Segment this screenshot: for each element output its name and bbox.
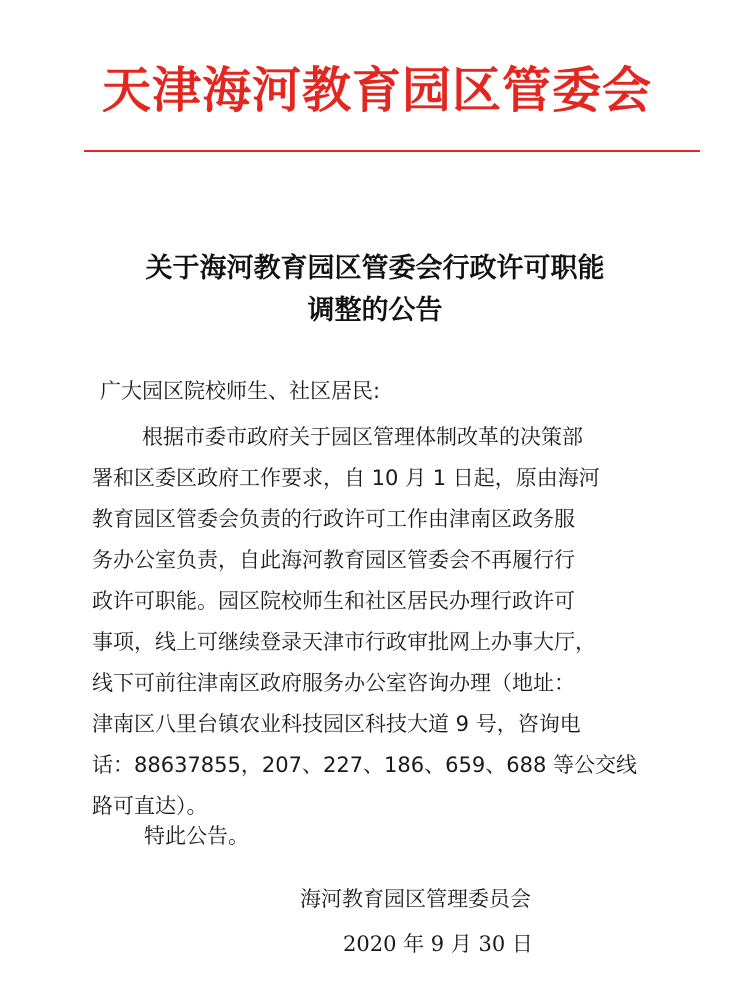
body-line: 政许可职能。园区院校师生和社区居民办理行政许可 <box>92 589 575 613</box>
notice-title-line-2: 调整的公告 <box>307 295 443 326</box>
notice-title-line-1: 关于海河教育园区管委会行政许可职能 <box>145 253 605 284</box>
body-line: 线下可前往津南区政府服务办公室咨询办理（地址： <box>92 671 575 695</box>
letterhead-title: 天津海河教育园区管委会 <box>101 61 652 119</box>
signature-date: 2020 年 9 月 30 日 <box>343 932 533 956</box>
body-line: 根据市委市政府关于园区管理体制改革的决策部 <box>142 425 583 449</box>
body-line: 教育园区管委会负责的行政许可工作由津南区政务服 <box>92 507 575 531</box>
signature-organization: 海河教育园区管理委员会 <box>300 887 531 911</box>
body-line: 署和区委区政府工作要求，自 10 月 1 日起，原由海河 <box>92 466 600 490</box>
letterhead-divider <box>84 150 700 152</box>
body-line: 津南区八里台镇农业科技园区科技大道 9 号，咨询电 <box>92 712 581 736</box>
salutation: 广大园区院校师生、社区居民: <box>100 379 381 403</box>
body-line: 务办公室负责，自此海河教育园区管委会不再履行行 <box>92 548 575 572</box>
body-line: 事项，线上可继续登录天津市行政审批网上办事大厅， <box>92 630 596 654</box>
body-line: 路可直达）。 <box>92 794 208 818</box>
closing-remark: 特此公告。 <box>144 824 249 848</box>
body-line: 话：88637855，207、227、186、659、688 等公交线 <box>92 753 637 777</box>
notice-title <box>60 248 690 332</box>
